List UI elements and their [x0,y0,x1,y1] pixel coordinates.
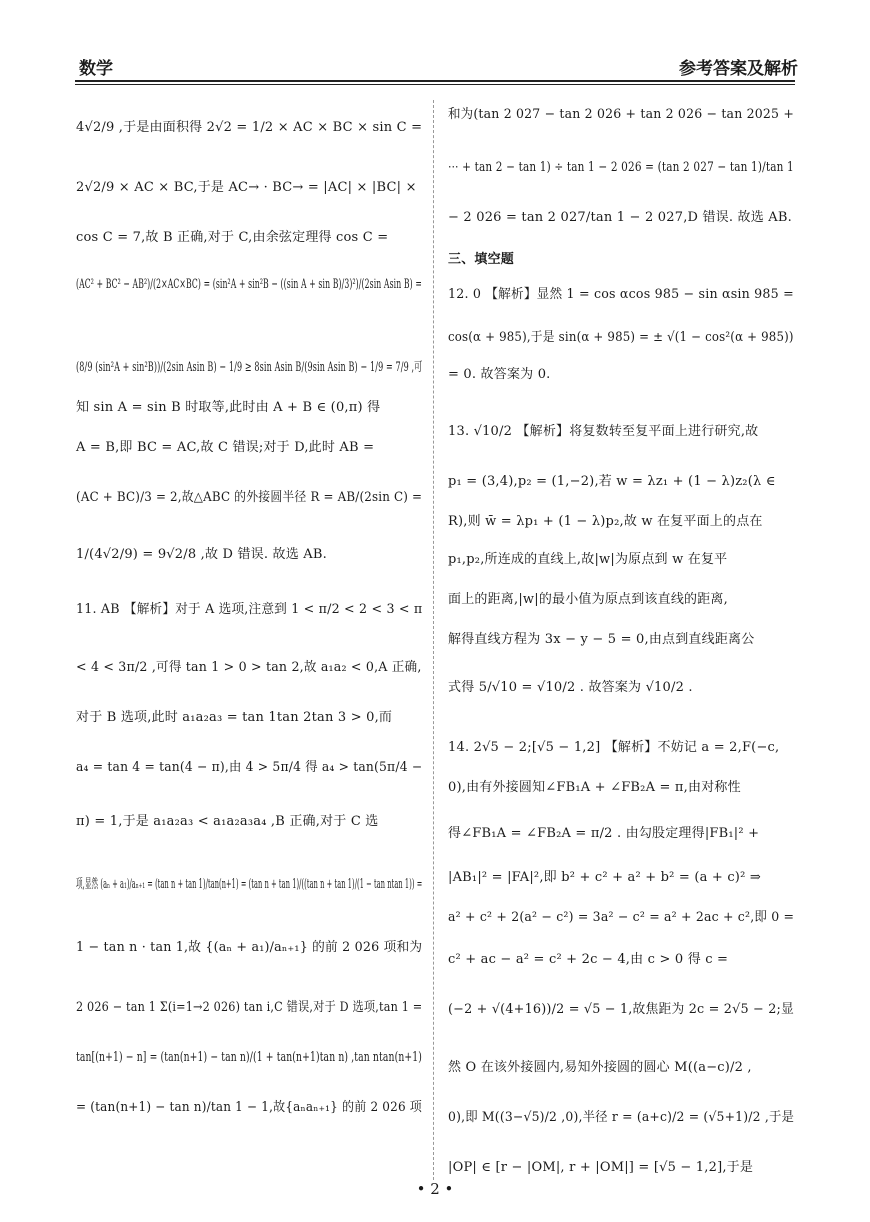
left-text-line: 项,显然 (aₙ + a₁)/aₙ₊₁ = (tan n + tan 1)/tan(n+1) = (tan n + tan 1)/((tan n + tan 1)/(1 − tan ntan 1)) = [76,877,423,892]
right-text-line: − 2 026 = tan 2 027/tan 1 − 2 027,D 错误. 故选 AB. [448,210,792,225]
left-text-line: 2 026 − tan 1 Σ(i=1→2 026) tan i,C 错误,对于 D 选项,tan 1 = [76,1000,423,1015]
column-divider [433,100,434,1180]
left-text-line: a₄ = tan 4 = tan(4 − π),由 4 > 5π/4 得 a₄ > tan(5π/4 − [76,760,423,775]
left-text-line: (AC + BC)/3 = 2,故△ABC 的外接圆半径 R = AB/(2sin C) = [76,490,423,505]
left-text-line: 4√2/9 ,于是由面积得 2√2 = 1/2 × AC × BC × sin C = [76,120,423,135]
left-text-line: 2√2/9 × AC × BC,于是 AC→ · BC→ = |AC| × |BC| × [76,180,417,195]
right-text-line: 0),由有外接圆知∠FB₁A + ∠FB₂A = π,由对称性 [448,780,741,795]
right-text-line: 式得 5/√10 = √10/2 . 故答案为 √10/2 . [448,680,693,695]
right-text-line: p₁,p₂,所连成的直线上,故|w|为原点到 w 在复平 [448,552,728,567]
right-text-line: (−2 + √(4+16))/2 = √5 − 1,故焦距为 2c = 2√5 − 2;显 [448,1002,795,1017]
page-header [0,0,870,90]
right-text-line: |OP| ∈ [r − |OM|, r + |OM|] = [√5 − 1,2],于是 [448,1160,754,1175]
left-text-line: tan[(n+1) − n] = (tan(n+1) − tan n)/(1 + tan(n+1)tan n) ,tan ntan(n+1) [76,1050,423,1065]
left-text-line: (AC² + BC² − AB²)/(2×AC×BC) = (sin²A + sin²B − ((sin A + sin B)/3)²)/(2sin Asin B) = [76,277,422,292]
page-number: • 2 • [416,1180,454,1198]
left-text-line: 1 − tan n · tan 1,故 {(aₙ + a₁)/aₙ₊₁} 的前 2 026 项和为 [76,940,423,955]
right-text-line: R),则 w̄ = λp₁ + (1 − λ)p₂,故 w 在复平面上的点在 [448,514,763,529]
right-text-line: a² + c² + 2(a² − c²) = 3a² − c² = a² + 2ac + c²,即 0 = [448,910,795,925]
right-text-line: 面上的距离,|w|的最小值为原点到该直线的距离, [448,592,728,607]
right-text-line: 和为(tan 2 027 − tan 2 026 + tan 2 026 − tan 2025 + [448,107,794,122]
right-text-line: 12. 0 【解析】显然 1 = cos αcos 985 − sin αsin 985 = [448,287,794,302]
left-text-line: 知 sin A = sin B 时取等,此时由 A + B ∈ (0,π) 得 [76,400,381,415]
header-rule [75,80,795,82]
right-text-line: 解得直线方程为 3x − y − 5 = 0,由点到直线距离公 [448,632,755,647]
left-text-line: 1/(4√2/9) = 9√2/8 ,故 D 错误. 故选 AB. [76,547,327,562]
left-text-line: A = B,即 BC = AC,故 C 错误;对于 D,此时 AB = [76,440,375,455]
right-text-line: p₁ = (3,4),p₂ = (1,−2),若 w = λz₁ + (1 − λ)z₂(λ ∈ [448,474,776,489]
left-text-line: = (tan(n+1) − tan n)/tan 1 − 1,故{aₙaₙ₊₁} 的前 2 026 项 [76,1100,423,1115]
right-text-line: 0),即 M((3−√5)/2 ,0),半径 r = (a+c)/2 = (√5+1)/2 ,于是 [448,1110,795,1125]
right-text-line: 三、填空题 [448,252,515,267]
subject-label: 数学 [79,59,113,79]
left-text-line: cos C = 7,故 B 正确,对于 C,由余弦定理得 cos C = [76,230,389,245]
right-text-line: = 0. 故答案为 0. [448,367,551,382]
left-text-line: 11. AB 【解析】对于 A 选项,注意到 1 < π/2 < 2 < 3 < π [76,602,423,617]
header-rule-thin [75,84,795,85]
left-text-line: < 4 < 3π/2 ,可得 tan 1 > 0 > tan 2,故 a₁a₂ < 0,A 正确, [76,660,422,675]
right-text-line: 14. 2√5 − 2;[√5 − 1,2] 【解析】不妨记 a = 2,F(−c, [448,740,780,755]
left-text-line: 对于 B 选项,此时 a₁a₂a₃ = tan 1tan 2tan 3 > 0,而 [76,710,393,725]
right-text-line: ⋯ + tan 2 − tan 1) ÷ tan 1 − 2 026 = (tan 2 027 − tan 1)/tan 1 [448,160,794,175]
right-text-line: |AB₁|² = |FA|²,即 b² + c² + a² + b² = (a + c)² ⇒ [448,870,761,885]
left-text-line: (8/9 (sin²A + sin²B))/(2sin Asin B) − 1/9 ≥ 8sin Asin B/(9sin Asin B) − 1/9 = 7/9 ,可 [76,360,423,375]
right-text-line: 13. √10/2 【解析】将复数转至复平面上进行研究,故 [448,424,759,439]
right-text-line: 然 O 在该外接圆内,易知外接圆的圆心 M((a−c)/2 , [448,1060,752,1075]
right-text-line: c² + ac − a² = c² + 2c − 4,由 c > 0 得 c = [448,952,729,967]
header-title: 参考答案及解析 [679,59,798,79]
left-text-line: π) = 1,于是 a₁a₂a₃ < a₁a₂a₃a₄ ,B 正确,对于 C 选 [76,814,379,829]
right-text-line: cos(α + 985),于是 sin(α + 985) = ± √(1 − cos²(α + 985)) [448,330,794,345]
right-text-line: 得∠FB₁A = ∠FB₂A = π/2 . 由勾股定理得|FB₁|² + [448,826,760,841]
